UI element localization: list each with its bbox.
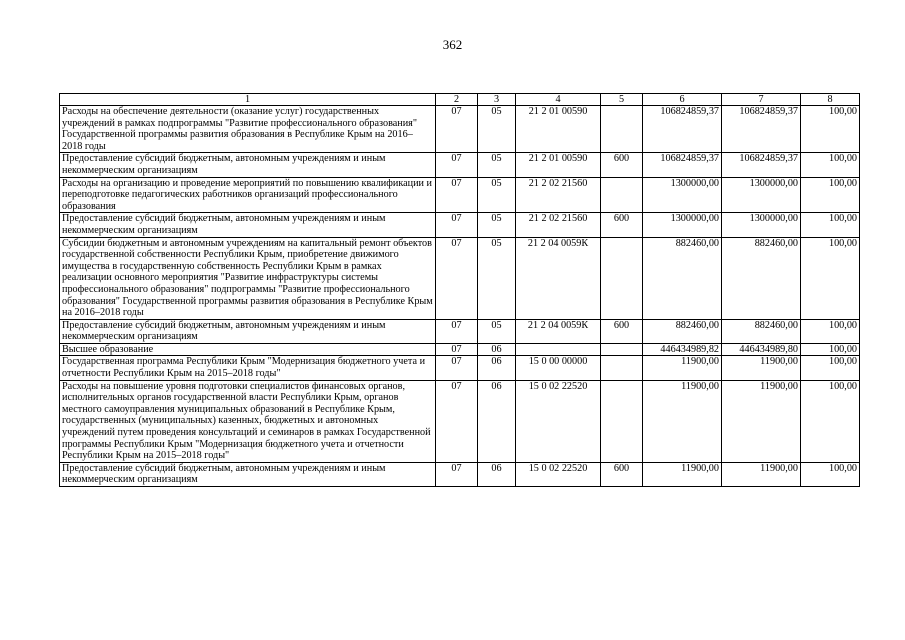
header-cell-2: 2 [436,94,478,106]
header-cell-4: 4 [516,94,601,106]
row-percent: 100,00 [801,462,860,486]
table-row [60,153,860,177]
row-plan-amount: 11900,00 [643,380,722,462]
row-section: 07 [436,462,478,486]
row-section: 07 [436,153,478,177]
row-actual-amount: 882460,00 [722,319,801,343]
row-type-code [601,237,643,319]
row-description: Предоставление субсидий бюджетным, автономным учреждениям и иным некоммерческим организациям [60,153,436,177]
row-description: Предоставление субсидий бюджетным, автономным учреждениям и иным некоммерческим организациям [60,462,436,486]
row-target-code: 21 2 02 21560 [516,213,601,237]
table-row [60,356,860,380]
row-plan-amount: 1300000,00 [643,213,722,237]
row-plan-amount: 11900,00 [643,462,722,486]
row-type-code [601,106,643,153]
row-actual-amount: 11900,00 [722,462,801,486]
header-cell-3: 3 [478,94,516,106]
row-type-code: 600 [601,319,643,343]
row-percent: 100,00 [801,343,860,356]
row-section: 07 [436,380,478,462]
table-row [60,106,860,153]
row-subsection: 05 [478,177,516,213]
table-header-row [60,94,860,106]
header-cell-1: 1 [60,94,436,106]
row-actual-amount: 106824859,37 [722,153,801,177]
row-actual-amount: 106824859,37 [722,106,801,153]
row-plan-amount: 106824859,37 [643,153,722,177]
row-type-code [601,380,643,462]
table-row [60,343,860,356]
row-target-code: 15 0 02 22520 [516,380,601,462]
row-description: Расходы на повышение уровня подготовки специалистов финансовых органов, исполнительных органов государственной власти Республики Крым, органов местного самоуправления муниципальных образований в Республике Крым, государственных (муниципальных) казенных, бюджетных и автономных учреждений путем проведения консультаций и семинаров в рамках Государственной программы Республики Крым "Модернизация бюджетного учета и отчетности Республики Крым на 2015–2018 годы" [60,380,436,462]
row-description: Предоставление субсидий бюджетным, автономным учреждениям и иным некоммерческим организациям [60,319,436,343]
row-actual-amount: 446434989,80 [722,343,801,356]
row-description: Расходы на организацию и проведение мероприятий по повышению квалификации и переподготовке педагогических работников организаций профессионального образования [60,177,436,213]
header-cell-7: 7 [722,94,801,106]
row-target-code [516,343,601,356]
row-percent: 100,00 [801,153,860,177]
page-number: 362 [442,37,463,52]
row-target-code: 21 2 01 00590 [516,153,601,177]
row-plan-amount: 1300000,00 [643,177,722,213]
row-section: 07 [436,177,478,213]
row-subsection: 05 [478,106,516,153]
row-section: 07 [436,343,478,356]
table-row [60,213,860,237]
row-section: 07 [436,319,478,343]
row-target-code: 21 2 04 0059К [516,319,601,343]
row-type-code: 600 [601,153,643,177]
table-row [60,237,860,319]
row-subsection: 05 [478,213,516,237]
row-percent: 100,00 [801,356,860,380]
row-description: Расходы на обеспечение деятельности (оказание услуг) государственных учреждений в рамках подпрограммы "Развитие профессионального образования" Государственной программы развития образования в Республике Крым на 2016–2018 годы [60,106,436,153]
row-subsection: 06 [478,380,516,462]
row-actual-amount: 1300000,00 [722,213,801,237]
row-plan-amount: 882460,00 [643,319,722,343]
row-percent: 100,00 [801,177,860,213]
row-target-code: 15 0 02 22520 [516,462,601,486]
header-cell-8: 8 [801,94,860,106]
row-actual-amount: 11900,00 [722,356,801,380]
table-row [60,177,860,213]
row-plan-amount: 106824859,37 [643,106,722,153]
row-type-code [601,177,643,213]
header-cell-5: 5 [601,94,643,106]
table-row [60,319,860,343]
budget-table [59,93,860,487]
row-target-code: 21 2 04 0059К [516,237,601,319]
row-description: Высшее образование [60,343,436,356]
row-subsection: 06 [478,343,516,356]
table-row [60,462,860,486]
row-type-code: 600 [601,213,643,237]
row-target-code: 15 0 00 00000 [516,356,601,380]
table-row [60,380,860,462]
row-percent: 100,00 [801,213,860,237]
row-target-code: 21 2 02 21560 [516,177,601,213]
row-target-code: 21 2 01 00590 [516,106,601,153]
row-subsection: 05 [478,237,516,319]
row-type-code: 600 [601,462,643,486]
row-percent: 100,00 [801,237,860,319]
row-type-code [601,356,643,380]
row-section: 07 [436,356,478,380]
header-cell-6: 6 [643,94,722,106]
row-subsection: 05 [478,153,516,177]
row-plan-amount: 446434989,82 [643,343,722,356]
row-description: Субсидии бюджетным и автономным учреждениям на капитальный ремонт объектов государственной собственности Республики Крым, приобретение движимого имущества в государственную собственность Республики Крым в рамках реализации основного мероприятия "Развитие инфраструктуры системы профессионального образования" подпрограммы "Развитие профессионального образования" Государственной программы развития образования в Республике Крым на 2016–2018 годы [60,237,436,319]
row-actual-amount: 1300000,00 [722,177,801,213]
row-type-code [601,343,643,356]
row-actual-amount: 11900,00 [722,380,801,462]
row-subsection: 06 [478,356,516,380]
row-section: 07 [436,237,478,319]
row-section: 07 [436,106,478,153]
row-plan-amount: 11900,00 [643,356,722,380]
row-subsection: 05 [478,319,516,343]
row-percent: 100,00 [801,106,860,153]
row-subsection: 06 [478,462,516,486]
row-plan-amount: 882460,00 [643,237,722,319]
row-percent: 100,00 [801,380,860,462]
row-description: Государственная программа Республики Крым "Модернизация бюджетного учета и отчетности Республики Крым на 2015–2018 годы" [60,356,436,380]
row-actual-amount: 882460,00 [722,237,801,319]
row-percent: 100,00 [801,319,860,343]
row-section: 07 [436,213,478,237]
row-description: Предоставление субсидий бюджетным, автономным учреждениям и иным некоммерческим организациям [60,213,436,237]
